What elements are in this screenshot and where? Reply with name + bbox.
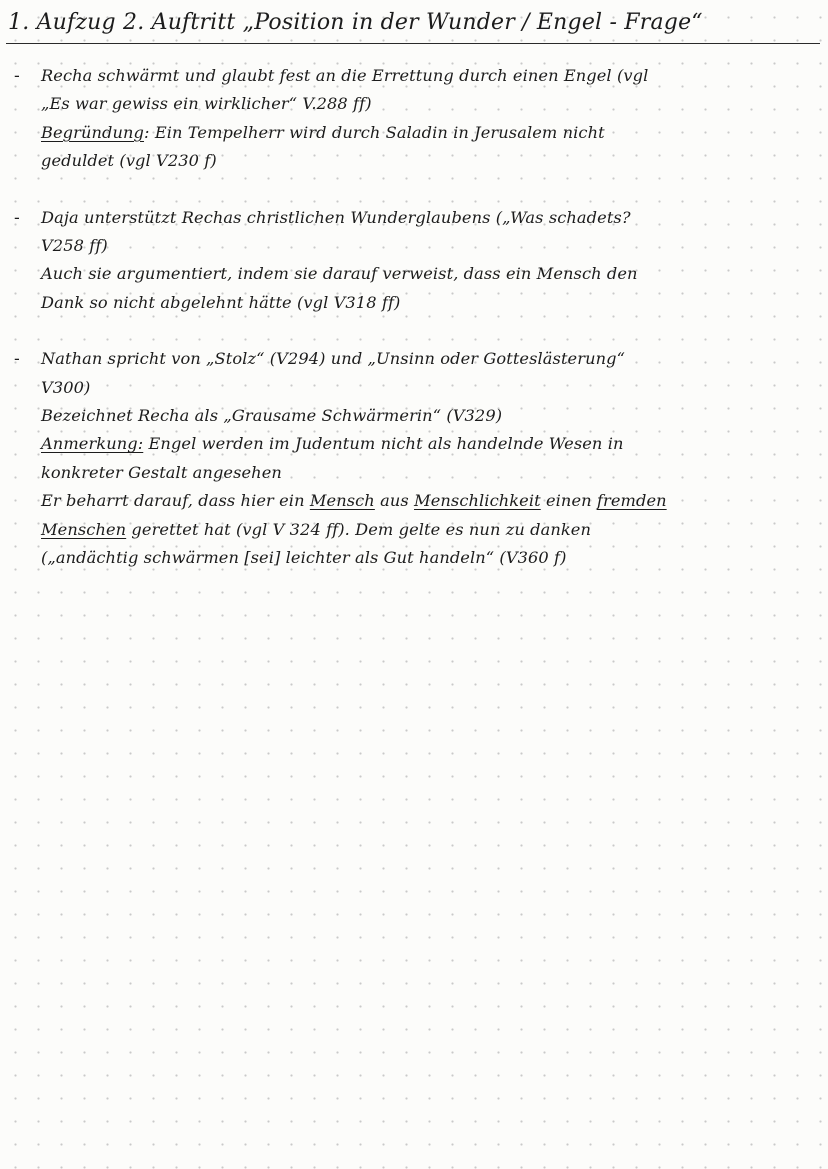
note-line — [41, 459, 804, 487]
note-line — [41, 289, 804, 317]
note-text: „Es war gewiss ein wirklicher“ V.288 ff) — [41, 94, 372, 114]
note-text: Dank so nicht abgelehnt hätte (vgl V318 ff) — [41, 292, 401, 312]
note-text: Bezeichnet Recha als „Grausame Schwärmerin“ (V329) — [41, 406, 503, 426]
note-text: V300) — [41, 377, 91, 397]
underlined-term-begruendung: Begründung — [41, 122, 145, 142]
note-line — [41, 119, 804, 147]
page-title: 1. Aufzug 2. Auftritt „Position in der Wunder / Engel - Frage“ — [8, 10, 703, 35]
note-line — [41, 345, 804, 373]
note-section-daja — [14, 204, 804, 318]
note-line — [41, 232, 804, 260]
note-text: Auch sie argumentiert, indem sie darauf verweist, dass ein Mensch den — [41, 264, 638, 284]
note-line — [41, 147, 804, 175]
note-line — [41, 90, 804, 118]
note-line — [41, 204, 804, 232]
note-text: gerettet hat (vgl V 324 ff). Dem gelte es nun zu danken — [126, 519, 591, 539]
note-text: einen — [540, 491, 597, 511]
bullet-dash: - — [14, 349, 20, 370]
note-line — [41, 516, 804, 544]
underlined-term-menschlichkeit: Menschlichkeit — [414, 491, 541, 511]
note-text: : Ein Tempelherr wird durch Saladin in Jerusalem nicht — [144, 122, 605, 142]
underlined-term-anmerkung: Anmerkung: — [41, 434, 144, 454]
note-line — [41, 62, 804, 90]
note-text: aus — [374, 491, 415, 511]
bullet-dash: - — [14, 207, 20, 228]
bullet-dash: - — [14, 66, 20, 86]
note-line — [41, 260, 804, 288]
note-section-recha — [14, 62, 804, 176]
note-line — [41, 544, 804, 572]
note-text: Recha schwärmt und glaubt fest an die Errettung durch einen Engel (vgl — [41, 66, 649, 85]
note-line — [41, 374, 804, 402]
notes-body — [14, 62, 804, 601]
note-text: Daja unterstützt Rechas christlichen Wunderglaubens („Was schadets? — [41, 207, 631, 227]
title-underline — [6, 43, 820, 44]
note-text: („andächtig schwärmen [sei] leichter als Gut handeln“ (V360 f) — [41, 548, 567, 568]
underlined-term-mensch: Mensch — [309, 491, 375, 511]
note-text: V258 ff) — [41, 236, 108, 256]
note-text: Er beharrt darauf, dass hier ein — [41, 491, 310, 511]
note-line — [41, 430, 804, 458]
note-section-nathan — [14, 345, 804, 572]
note-text: Nathan spricht von „Stolz“ (V294) und „Unsinn oder Gotteslästerung“ — [41, 349, 625, 369]
note-text: Engel werden im Judentum nicht als handelnde Wesen in — [143, 434, 624, 454]
note-line — [41, 487, 804, 515]
note-text: konkreter Gestalt angesehen — [41, 462, 282, 482]
underlined-term-fremden: fremden — [596, 491, 667, 511]
note-line — [41, 402, 804, 430]
underlined-term-menschen: Menschen — [41, 519, 127, 539]
note-text: geduldet (vgl V230 f) — [41, 151, 217, 171]
